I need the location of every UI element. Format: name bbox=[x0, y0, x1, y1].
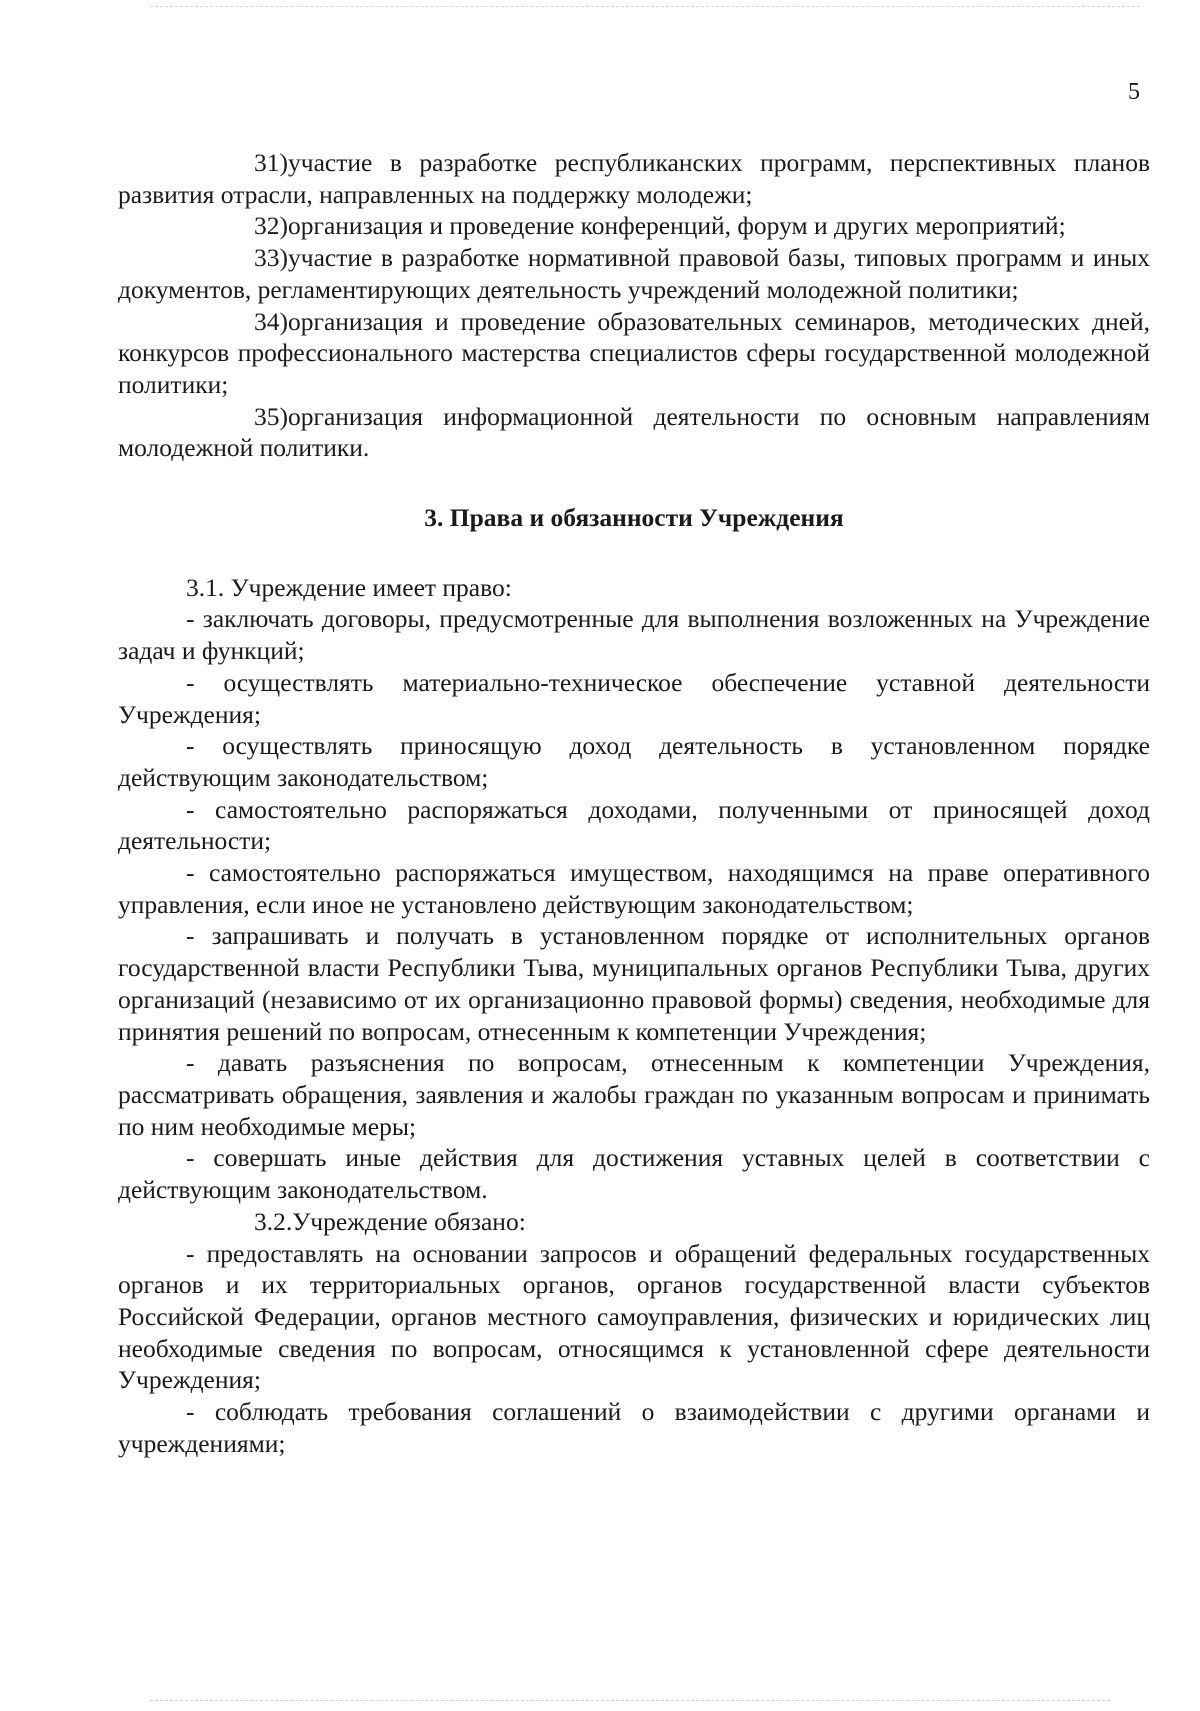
item-text: организация и проведение конференций, форум и других мероприятий; bbox=[288, 211, 1066, 241]
list-item-31 bbox=[118, 147, 1150, 210]
list-item-35 bbox=[118, 401, 1150, 464]
item-text: участие в разработке республиканских программ, перспективных планов развития отрасли, направленных на поддержку молодежи; bbox=[118, 148, 1150, 209]
list-item-34 bbox=[118, 306, 1150, 401]
rights-item: - совершать иные действия для достижения уставных целей в соответствии с действующим законодательством. bbox=[118, 1143, 1150, 1205]
rights-item: - осуществлять приносящую доход деятельность в установленном порядке действующим законодательством; bbox=[118, 731, 1150, 792]
rights-item: - заключать договоры, предусмотренные для выполнения возложенных на Учреждение задач и функций; bbox=[118, 604, 1150, 666]
item-text: организация информационной деятельности по основным направлениям молодежной политики. bbox=[118, 401, 1150, 463]
rights-item: - самостоятельно распоряжаться имуществом, находящимся на праве оперативного управления, если иное не установлено действующим законодательством; bbox=[118, 858, 1150, 919]
duties-item: - предоставлять на основании запросов и обращений федеральных государственных органов и их территориальных органов, органов государственной власти субъектов Российской Федерации, органов местного самоуправления, физических и юридических лиц необходимые сведения по вопросам, относящимся к установленной сфере деятельности Учреждения; bbox=[118, 1238, 1150, 1395]
rights-item: - давать разъяснения по вопросам, отнесенным к компетенции Учреждения, рассматривать обращения, заявления и жалобы граждан по указанным вопросам и принимать по ним необходимые меры; bbox=[118, 1048, 1150, 1141]
item-text: участие в разработке нормативной правовой базы, типовых программ и иных документов, регламентирующих деятельность учреждений молодежной политики; bbox=[118, 243, 1150, 304]
duties-intro-text: Учреждение обязано: bbox=[292, 1206, 526, 1236]
item-number: 33) bbox=[254, 243, 288, 273]
item-number: 34) bbox=[254, 306, 288, 336]
list-item-32 bbox=[118, 210, 1150, 242]
scan-edge-top bbox=[150, 6, 1140, 8]
item-number: 35) bbox=[254, 401, 288, 431]
item-text: организация и проведение образовательных семинаров, методических дней, конкурсов профессионального мастерства специалистов сферы государственной молодежной политики; bbox=[118, 306, 1150, 399]
duties-item: - соблюдать требования соглашений о взаимодействии с другими органами и учреждениями; bbox=[118, 1397, 1150, 1458]
duties-number: 3.2. bbox=[254, 1206, 293, 1236]
item-number: 31) bbox=[254, 148, 288, 177]
spacer bbox=[118, 534, 1150, 572]
duties-intro bbox=[118, 1206, 1150, 1238]
section-heading: 3. Права и обязанности Учреждения bbox=[424, 503, 844, 533]
document-body bbox=[118, 147, 1150, 1459]
list-item-33 bbox=[118, 242, 1150, 305]
item-number: 32) bbox=[254, 211, 288, 241]
scan-edge-bottom bbox=[150, 1700, 1110, 1702]
rights-item: - самостоятельно распоряжаться доходами, полученными от приносящей доход деятельности; bbox=[118, 794, 1150, 856]
rights-item: - запрашивать и получать в установленном порядке от исполнительных органов государственной власти Республики Тыва, муниципальных органов Республики Тыва, других организаций (независимо от их организационно правовой формы) сведения, необходимые для принятия решений по вопросам, отнесенным к компетенции Учреждения; bbox=[118, 921, 1150, 1046]
rights-item: - осуществлять материально-техническое обеспечение уставной деятельности Учреждения; bbox=[118, 667, 1150, 729]
page-number: 5 bbox=[1128, 79, 1140, 105]
rights-intro: 3.1. Учреждение имеет право: bbox=[186, 572, 512, 602]
